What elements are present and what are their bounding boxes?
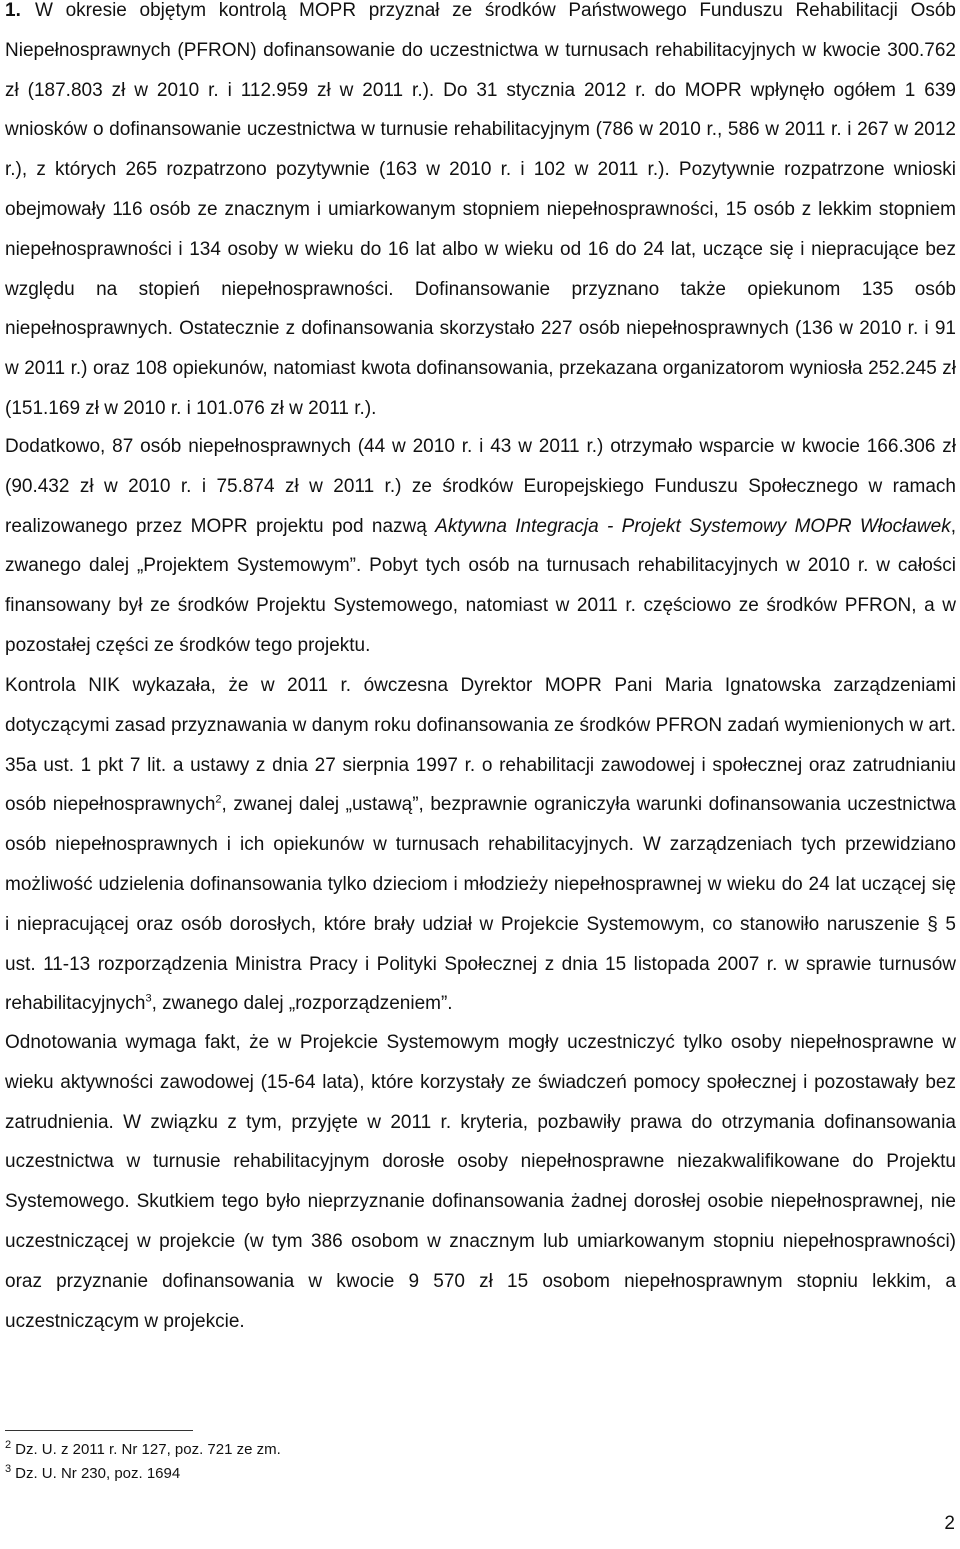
footnote-2 [5, 1439, 281, 1461]
paragraph-number: 1. [5, 0, 21, 21]
paragraph-1-text: W okresie objętym kontrolą MOPR przyznał ze środków Państwowego Funduszu Rehabilitacji Osób Niepełnosprawnych (PFRON) dofinansowanie do uczestnictwa w turnusach rehabilitacyjnych w kwocie 300.762 zł (187.803 zł w 2010 r. i 112.959 zł w 2011 r.). Do 31 stycznia 2012 r. do MOPR wpłynęło ogółem 1 639 wniosków o dofinansowanie uczestnictwa w turnusie rehabilitacyjnym (786 w 2010 r., 586 w 2011 r. i 267 w 2012 r.), z których 265 rozpatrzono pozytywnie (163 w 2010 r. i 102 w 2011 r.). Pozytywnie rozpatrzone wnioski obejmowały 116 osób ze znacznym i umiarkowanym stopniem niepełnosprawności, 15 osób z lekkim stopniem niepełnosprawności i 134 osoby w wieku do 16 lat albo w wieku od 16 do 24 lat, uczące się i niepracujące bez względu na stopień niepełnosprawności. Dofinansowanie przyznano także opiekunom 135 osób niepełnosprawnych. Ostatecznie z dofinansowania skorzystało 227 osób niepełnosprawnych (136 w 2010 r. i 91 w 2011 r.) oraz 108 opiekunów, natomiast kwota dofinansowania, przekazana organizatorom wyniosła 252.245 zł (151.169 zł w 2010 r. i 101.076 zł w 2011 r.). [5, 0, 956, 419]
footnote-text: Dz. U. Nr 230, poz. 1694 [15, 1465, 181, 1482]
paragraph-3-text-end: , zwanego dalej „rozporządzeniem”. [151, 993, 453, 1015]
project-name: Aktywna Integracja - Projekt Systemowy MOPR Włocławek [435, 515, 951, 537]
paragraph-4-text: Odnotowania wymaga fakt, że w Projekcie Systemowym mogły uczestniczyć tylko osoby niepełnosprawne w wieku aktywności zawodowej (15-64 lata), które korzystały ze świadczeń pomocy społecznej i pozostawały bez zatrudnienia. W związku z tym, przyjęte w 2011 r. kryteria, pozbawiły prawa do otrzymania dofinansowania uczestnictwa w turnusie rehabilitacyjnym dorosłe osoby niepełnosprawne niezakwalifikowane do Projektu Systemowego. Skutkiem tego było nieprzyznanie dofinansowania żadnej dorosłej osobie niepełnosprawnej, nie uczestniczącej w projekcie (w tym 386 osobom w znacznym lub umiarkowanym stopniu niepełnosprawności) oraz przyznanie dofinansowania w kwocie 9 570 zł 15 osobom niepełnosprawnym stopniu lekkim, a uczestniczącym w projekcie. [5, 1032, 956, 1332]
paragraph-2-text: Dodatkowo, 87 osób niepełnosprawnych (44 w 2010 r. i 43 w 2011 r.) otrzymało wsparcie w kwocie 166.306 zł (90.432 zł w 2010 r. i 75.874 zł w 2011 r.) ze środków Europejskiego Funduszu Społecznego w ramach realizowanego przez MOPR projektu pod nazwą [5, 436, 956, 537]
paragraph-2-text-end: , zwanego dalej „Projektem Systemowym”. Pobyt tych osób na turnusach rehabilitacyjnych w 2010 r. w całości finansowany był ze środków Projektu Systemowego, natomiast w 2011 r. częściowo ze środków PFRON, a w pozostałej części ze środków tego projektu. [5, 515, 956, 656]
footnote-mark: 2 [5, 1439, 12, 1451]
paragraph-2 [5, 427, 956, 666]
paragraph-3-text: Kontrola NIK wykazała, że w 2011 r. ówczesna Dyrektor MOPR Pani Maria Ignatowska zarządzeniami dotyczącymi zasad przyznawania w danym roku dofinansowania ze środków PFRON zadań wymienionych w art. 35a ust. 1 pkt 7 lit. a ustawy z dnia 27 sierpnia 1997 r. o rehabilitacji zawodowej i społecznej oraz zatrudnianiu osób niepełnosprawnych [5, 675, 956, 816]
footnote-mark: 3 [5, 1463, 12, 1475]
paragraph-3 [5, 666, 956, 1024]
footnote-text: Dz. U. z 2011 r. Nr 127, poz. 721 ze zm. [15, 1441, 281, 1458]
paragraph-4 [5, 1023, 956, 1341]
footnote-ref-2: 2 [215, 794, 222, 807]
footnote-ref-3: 3 [145, 993, 152, 1006]
footnote-separator [5, 1430, 193, 1431]
paragraph-1 [5, 0, 956, 429]
footnote-3 [5, 1463, 180, 1485]
paragraph-3-text-middle: , zwanej dalej „ustawą”, bezprawnie ograniczyła warunki dofinansowania uczestnictwa osób niepełnosprawnych i ich opiekunów w turnusach rehabilitacyjnych. W zarządzeniach tych przewidziano możliwość udzielenia dofinansowania tylko dzieciom i młodzieży niepełnosprawnej w wieku do 24 lat uczącej się i niepracującej oraz osób dorosłych, które brały udział w Projekcie Systemowym, co stanowiło naruszenie § 5 ust. 11-13 rozporządzenia Ministra Pracy i Polityki Społecznej z dnia 15 listopada 2007 r. w sprawie turnusów rehabilitacyjnych [5, 794, 956, 1015]
page-number: 2 [944, 1513, 955, 1534]
